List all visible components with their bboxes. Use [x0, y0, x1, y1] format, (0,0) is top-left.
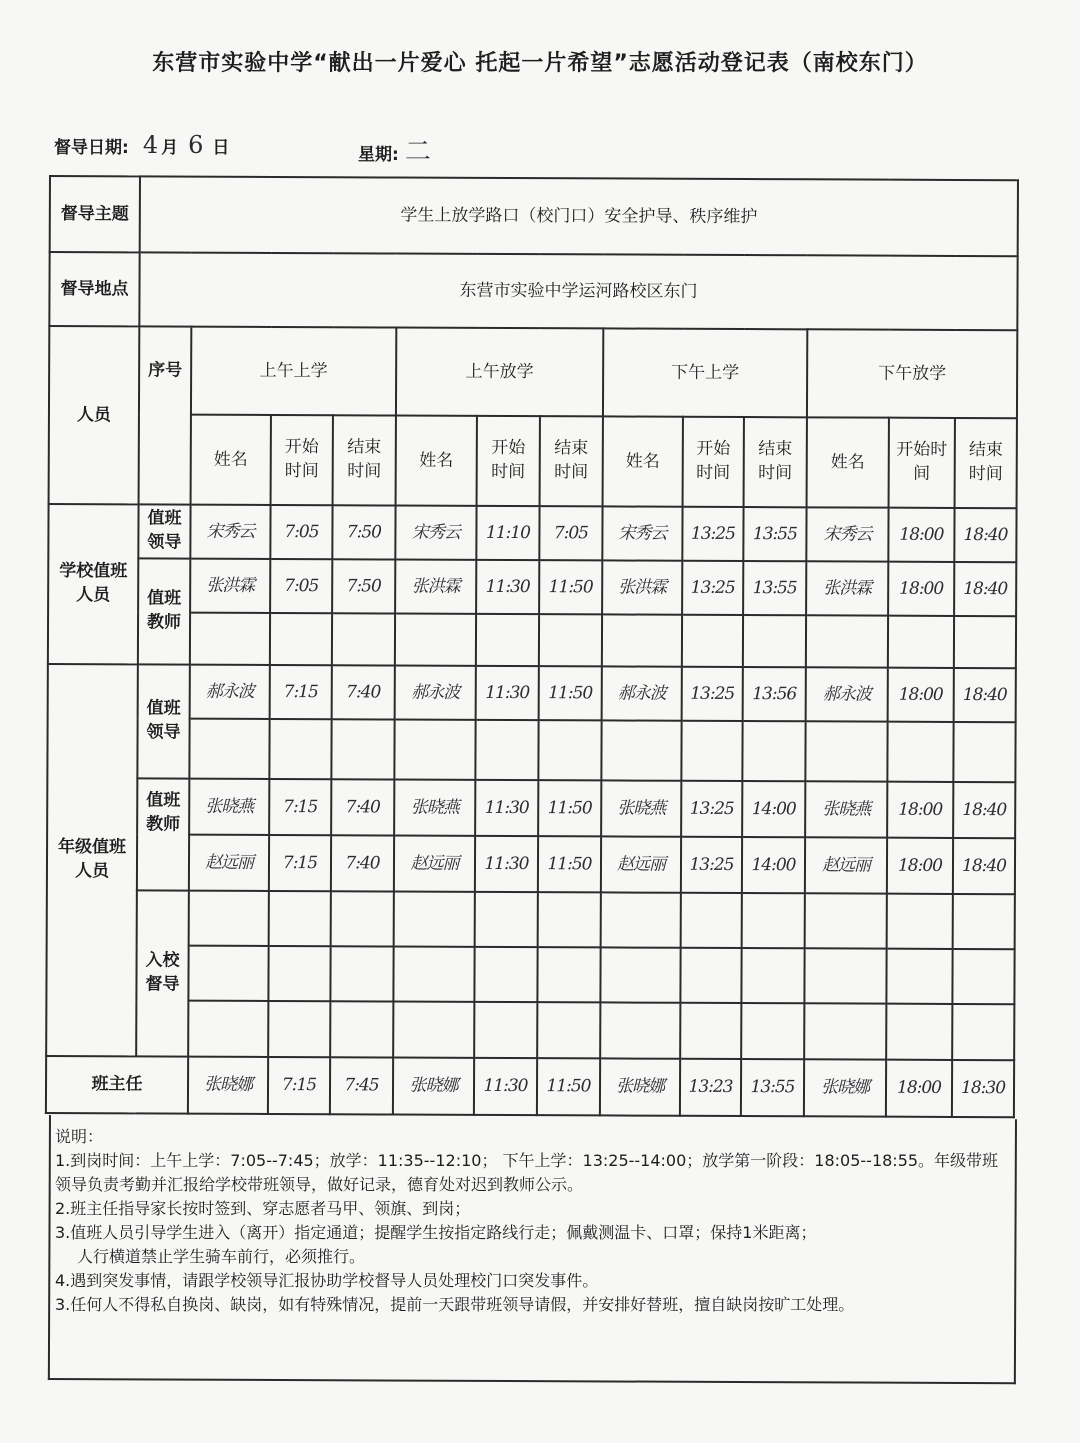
empty-cell: [804, 1003, 886, 1059]
time-cell: 7:05: [270, 559, 332, 613]
empty-cell: [539, 614, 602, 666]
time-cell: 18:40: [953, 782, 1015, 838]
col-start: 开始时间: [477, 416, 540, 506]
time-cell: 11:50: [539, 560, 602, 614]
empty-cell: [886, 949, 952, 1004]
weekday-label: 星期:: [358, 145, 399, 165]
signature-cell: 赵远丽: [601, 836, 681, 892]
col-end: 结束时间: [333, 415, 396, 505]
signature-cell: 宋秀云: [806, 507, 888, 561]
empty-cell: [393, 1002, 474, 1058]
registration-table: [45, 175, 1019, 1118]
empty-cell: [270, 613, 332, 665]
empty-cell: [954, 616, 1016, 668]
signature-cell: 张晓娜: [393, 1058, 474, 1115]
signature-cell: 赵远丽: [394, 836, 475, 892]
role-entry-supervision: 入校督导: [136, 890, 189, 1056]
time-cell: 13:56: [743, 667, 806, 721]
col-name: 姓名: [807, 417, 889, 507]
school-duty-group: 学校值班人员: [48, 504, 139, 664]
time-cell: 7:40: [331, 779, 394, 835]
empty-cell: [805, 893, 887, 948]
time-cell: 7:45: [330, 1057, 393, 1114]
time-cell: 11:30: [474, 1058, 537, 1115]
theme-label: 督导主题: [50, 176, 140, 252]
empty-cell: [476, 614, 539, 666]
time-cell: 7:05: [270, 505, 332, 559]
time-cell: 18:00: [888, 668, 954, 722]
time-cell: 18:00: [887, 838, 953, 894]
supervision-date: [54, 131, 229, 159]
col-end: 结束时间: [744, 417, 807, 507]
time-cell: 13:55: [741, 1059, 804, 1116]
empty-cell: [742, 721, 805, 781]
signature-cell: 宋秀云: [602, 506, 682, 560]
empty-cell: [602, 614, 682, 666]
time-cell: 7:05: [539, 506, 602, 560]
signature-cell: 宋秀云: [395, 506, 476, 560]
time-cell: 13:25: [681, 781, 742, 837]
empty-cell: [474, 1002, 537, 1058]
location-value: 东营市实验中学运河路校区东门: [139, 252, 1017, 330]
time-cell: 11:50: [538, 780, 601, 836]
note-line: 人行横道禁止学生骑车前行，必须推行。: [77, 1247, 366, 1266]
seq-label: 序号: [139, 326, 192, 504]
note-line: 3.值班人员引导学生进入（离开）指定通道；提醒学生按指定路线行走；佩戴测温卡、口罩；保持1米距离；: [55, 1223, 817, 1242]
role-school-teacher: 值班教师: [138, 558, 190, 664]
time-cell: 7:15: [268, 1057, 330, 1114]
time-cell: 18:40: [953, 838, 1015, 894]
empty-cell: [538, 892, 601, 947]
location-label: 督导地点: [49, 252, 139, 326]
period-morning-arrival: 上午上学: [191, 327, 396, 416]
empty-cell: [189, 719, 269, 779]
time-cell: 13:25: [682, 507, 743, 561]
role-school-leader: 值班领导: [138, 504, 190, 558]
col-name: 姓名: [396, 416, 477, 506]
note-line: 2.班主任指导家长按时签到、穿志愿者马甲、领旗、到岗；: [55, 1199, 471, 1218]
empty-cell: [188, 1001, 268, 1057]
time-cell: 11:30: [475, 780, 538, 836]
empty-cell: [742, 893, 805, 948]
signature-cell: 郝永波: [395, 666, 476, 720]
month-value: 4: [142, 131, 159, 159]
theme-value: 学生上放学路口（校门口）安全护导、秩序维护: [140, 176, 1018, 256]
signature-cell: 郝永波: [190, 665, 270, 719]
empty-cell: [190, 613, 270, 665]
signature-cell: 张洪霖: [395, 560, 476, 614]
empty-cell: [330, 1001, 393, 1057]
empty-cell: [952, 1004, 1014, 1060]
col-start: 开始时间: [271, 415, 333, 505]
period-afternoon-arrival: 下午上学: [603, 328, 807, 417]
time-cell: 11:30: [476, 560, 539, 614]
signature-cell: 宋秀云: [190, 505, 270, 559]
personnel-label: 人员: [49, 326, 140, 504]
empty-cell: [394, 720, 475, 780]
notes-section: [55, 1125, 1010, 1317]
signature-cell: 张晓燕: [189, 779, 269, 835]
signature-cell: 赵远丽: [805, 837, 887, 893]
empty-cell: [474, 947, 537, 1002]
time-cell: 11:50: [538, 836, 601, 892]
empty-cell: [886, 1004, 952, 1060]
time-cell: 7:15: [269, 835, 331, 891]
signature-cell: 郝永波: [602, 666, 682, 720]
time-cell: 18:00: [886, 1060, 952, 1117]
empty-cell: [537, 1002, 600, 1058]
time-cell: 7:40: [332, 665, 395, 719]
empty-cell: [268, 946, 330, 1001]
time-cell: 7:15: [270, 665, 332, 719]
time-cell: 13:25: [682, 561, 743, 615]
empty-cell: [189, 891, 269, 946]
day-value: 6: [188, 131, 204, 159]
grade-duty-group: 年级值班人员: [46, 664, 138, 1056]
col-name: 姓名: [603, 416, 683, 506]
empty-cell: [953, 722, 1015, 782]
empty-cell: [600, 947, 680, 1002]
empty-cell: [952, 949, 1014, 1004]
form-title: 东营市实验中学“献出一片爱心 托起一片希望”志愿活动登记表（南校东门）: [152, 51, 928, 76]
signature-cell: 赵远丽: [189, 835, 269, 891]
time-cell: 13:25: [682, 667, 743, 721]
signature-cell: 张洪霖: [806, 561, 888, 615]
empty-cell: [601, 720, 681, 780]
empty-cell: [601, 892, 681, 947]
empty-cell: [538, 720, 601, 780]
time-cell: 11:30: [476, 666, 539, 720]
weekday-value: 二: [404, 137, 431, 167]
period-afternoon-dismissal: 下午放学: [807, 329, 1017, 418]
empty-cell: [741, 1003, 804, 1059]
empty-cell: [888, 616, 954, 668]
note-line: 1.到岗时间：上午上学：7:05--7:45；放学：11:35--12:10； 下午上学：13:25--14:00；放学第一阶段：18:05--18:55。年级带班领导负责考勤并汇报给学校带班领导，做好记录，德育处对迟到教师公示。: [55, 1151, 999, 1194]
note-line: 4.遇到突发事情，请跟学校领导汇报协助学校督导人员处理校门口突发事件。: [55, 1271, 599, 1290]
notes-heading: 说明：: [55, 1127, 104, 1146]
signature-cell: 郝永波: [806, 667, 888, 721]
month-unit: 月: [161, 138, 179, 158]
empty-cell: [475, 720, 538, 780]
empty-cell: [887, 722, 953, 782]
empty-cell: [741, 948, 804, 1003]
time-cell: 11:50: [539, 666, 602, 720]
empty-cell: [330, 946, 393, 1001]
time-cell: 7:50: [332, 505, 395, 559]
empty-cell: [393, 947, 474, 1002]
empty-cell: [680, 948, 741, 1003]
empty-cell: [269, 719, 331, 779]
empty-cell: [475, 892, 538, 947]
col-name: 姓名: [191, 415, 271, 505]
role-grade-teacher: 值班教师: [137, 778, 189, 890]
role-grade-leader: 值班领导: [137, 664, 189, 778]
signature-cell: 张晓燕: [805, 781, 887, 837]
homeroom-label: 班主任: [46, 1056, 188, 1114]
time-cell: 11:30: [475, 836, 538, 892]
col-end: 结束时间: [540, 416, 603, 506]
signature-cell: 张晓娜: [804, 1059, 886, 1116]
signature-cell: 张晓娜: [188, 1057, 268, 1114]
empty-cell: [268, 1001, 330, 1057]
time-cell: 18:00: [888, 508, 954, 562]
empty-cell: [331, 891, 394, 946]
empty-cell: [681, 721, 742, 781]
time-cell: 18:00: [888, 562, 954, 616]
empty-cell: [537, 947, 600, 1002]
signature-cell: 张晓燕: [601, 780, 681, 836]
weekday: [358, 131, 431, 168]
empty-cell: [680, 1003, 741, 1059]
time-cell: 7:40: [331, 835, 394, 891]
empty-cell: [682, 615, 743, 667]
time-cell: 13:25: [681, 837, 742, 893]
empty-cell: [332, 613, 395, 665]
time-cell: 7:15: [269, 779, 331, 835]
empty-cell: [805, 721, 887, 781]
empty-cell: [806, 615, 888, 667]
time-cell: 18:30: [952, 1060, 1014, 1117]
time-cell: 11:10: [476, 506, 539, 560]
signature-cell: 张晓燕: [394, 780, 475, 836]
time-cell: 18:40: [954, 562, 1016, 616]
time-cell: 14:00: [742, 781, 805, 837]
time-cell: 7:50: [332, 559, 395, 613]
empty-cell: [953, 894, 1015, 949]
signature-cell: 张洪霖: [190, 559, 270, 613]
col-start: 开始时间: [889, 418, 955, 508]
time-cell: 11:50: [537, 1058, 600, 1115]
empty-cell: [331, 719, 394, 779]
time-cell: 14:00: [742, 837, 805, 893]
col-end: 结束时间: [955, 418, 1017, 508]
empty-cell: [681, 893, 742, 948]
period-morning-dismissal: 上午放学: [396, 328, 603, 417]
time-cell: 13:23: [680, 1059, 741, 1116]
empty-cell: [394, 892, 475, 947]
empty-cell: [269, 891, 331, 946]
signature-cell: 张洪霖: [602, 560, 682, 614]
empty-cell: [600, 1002, 680, 1058]
time-cell: 18:00: [887, 782, 953, 838]
signature-cell: 张晓娜: [600, 1058, 680, 1115]
day-unit: 日: [212, 138, 230, 158]
empty-cell: [887, 894, 953, 949]
time-cell: 18:40: [954, 668, 1016, 722]
col-start: 开始时间: [683, 417, 744, 507]
empty-cell: [188, 946, 268, 1001]
date-label: 督导日期:: [54, 138, 129, 158]
note-line: 3.任何人不得私自换岗、缺岗，如有特殊情况，提前一天跟带班领导请假，并安排好替班，擅自缺岗按旷工处理。: [55, 1295, 855, 1314]
empty-cell: [395, 614, 476, 666]
time-cell: 18:40: [954, 508, 1016, 562]
time-cell: 13:55: [743, 561, 806, 615]
time-cell: 13:55: [743, 507, 806, 561]
empty-cell: [804, 948, 886, 1003]
empty-cell: [743, 615, 806, 667]
